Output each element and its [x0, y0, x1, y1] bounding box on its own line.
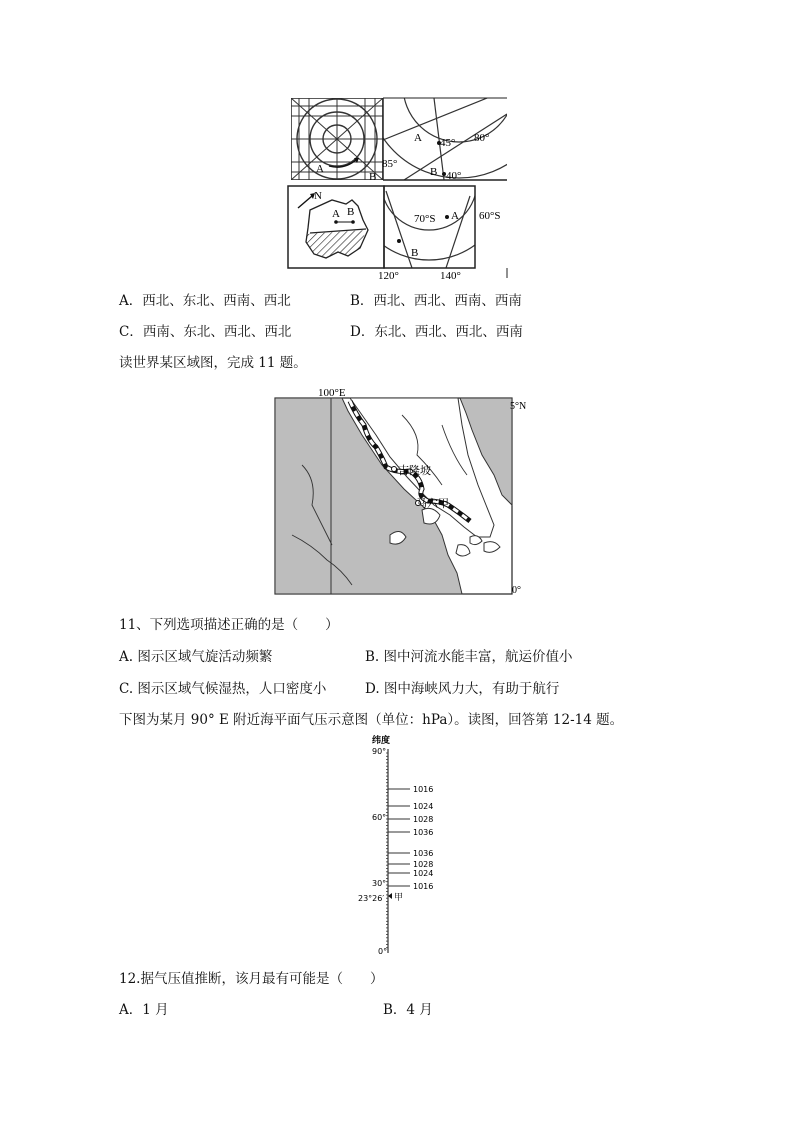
city-kuala-lumpur: 吉隆坡 — [398, 464, 431, 477]
lat-label: 0° — [378, 947, 388, 956]
isobar-value: 1024 — [413, 869, 434, 878]
latitude-direction-figure — [284, 96, 516, 282]
isobar-value: 1024 — [413, 802, 434, 811]
chart-axis-title: 纬度 — [372, 736, 391, 746]
p2-label-b: B — [430, 166, 438, 178]
p3-label-b: B — [347, 206, 355, 218]
p2-lon-85: 85° — [382, 158, 398, 170]
malacca-region-map — [272, 385, 528, 597]
p4-lat-60s: 60°S — [479, 210, 501, 222]
q12-option-b: B．4 月 — [383, 1002, 433, 1018]
isobar-value: 1016 — [413, 882, 434, 891]
p2-lon-80: 80° — [474, 132, 490, 144]
p3-label-a: A — [332, 208, 340, 220]
intro-q12: 下图为某月 90° E 附近海平面气压示意图（单位：hPa）。读图，回答第 12-14 题。 — [119, 712, 624, 728]
city-malacca: 马六甲 — [416, 497, 449, 510]
lat-label: 23°26′ — [358, 894, 385, 903]
p1-label-b: B — [369, 171, 377, 183]
intro-q11: 读世界某区域图，完成 11 题。 — [119, 355, 307, 371]
map-lon-label: 100°E — [318, 387, 346, 399]
option-10b: B．西北、西北、西南、西南 — [350, 293, 522, 309]
p2-lat-45: 45° — [440, 137, 456, 149]
q11-option-a: A. 图示区域气旋活动频繁 — [119, 649, 273, 665]
p1-label-a: A — [316, 163, 324, 175]
marker-jia: 甲 — [394, 893, 404, 903]
lat-label: 90° — [372, 747, 387, 756]
q11-option-b: B. 图中河流水能丰富，航运价值小 — [365, 649, 573, 665]
option-10a: A．西北、东北、西南、西北 — [119, 293, 291, 309]
isobar-value: 1016 — [413, 785, 434, 794]
q11-option-c: C. 图示区域气候湿热，人口密度小 — [119, 681, 327, 697]
map-lat-bottom: 0° — [512, 585, 521, 596]
lat-label: 30° — [372, 879, 387, 888]
p4-lon-140: 140° — [440, 270, 461, 282]
p2-lat-40: 40° — [446, 170, 462, 182]
q12-option-a: A．1 月 — [119, 1002, 169, 1018]
q11-stem: 11、下列选项描述正确的是（ ） — [119, 617, 339, 633]
p4-lon-120: 120° — [378, 270, 399, 282]
isobar-value: 1036 — [413, 828, 434, 837]
panel-polar-grid — [291, 98, 383, 180]
q12-stem: 12.据气压值推断，该月最有可能是（ ） — [119, 971, 384, 987]
isobar-value: 1028 — [413, 860, 434, 869]
pressure-chart — [350, 733, 470, 958]
option-10c: C．西南、东北、西北、西北 — [119, 324, 292, 340]
p4-label-a: A — [451, 210, 459, 222]
p4-lat-70s: 70°S — [414, 213, 436, 225]
isobar-value: 1028 — [413, 815, 434, 824]
isobar-value: 1036 — [413, 849, 434, 858]
p2-label-a: A — [414, 132, 422, 144]
p3-label-n: N — [314, 190, 322, 202]
option-10d: D．东北、西北、西北、西南 — [350, 324, 523, 340]
lat-label: 60° — [372, 813, 387, 822]
q11-option-d: D. 图中海峡风力大，有助于航行 — [365, 681, 560, 697]
map-lat-top: 5°N — [510, 401, 527, 412]
p4-label-b: B — [411, 247, 419, 259]
